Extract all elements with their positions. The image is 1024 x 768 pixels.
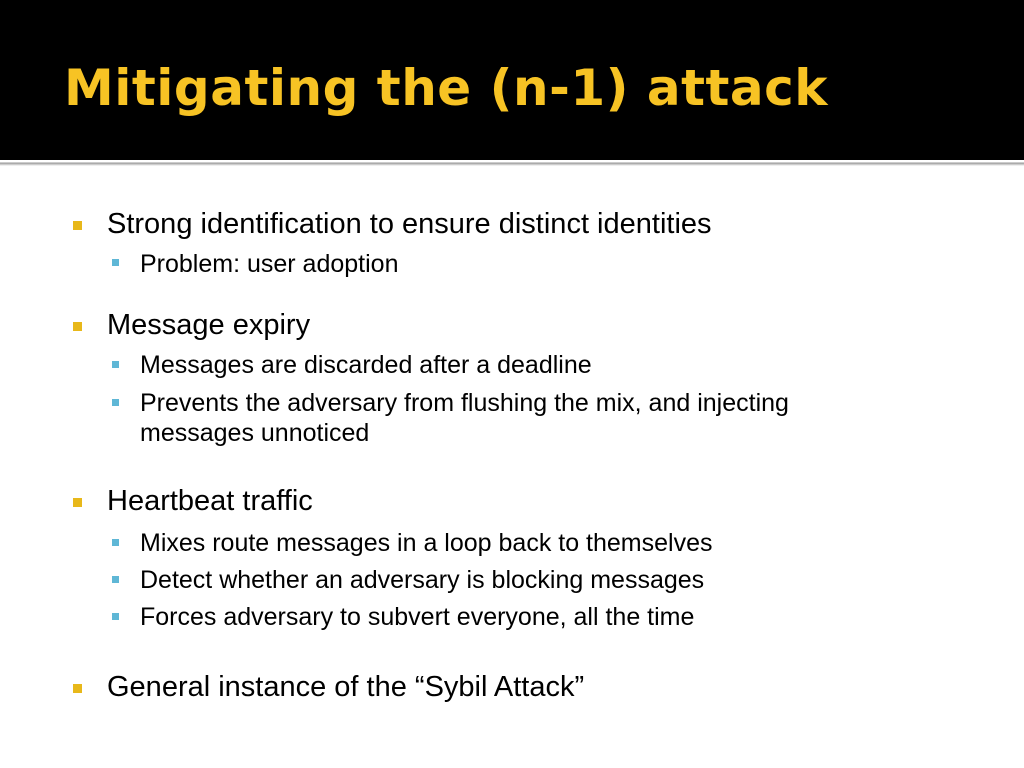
square-bullet-icon bbox=[112, 259, 119, 266]
bullet-item: General instance of the “Sybil Attack” bbox=[107, 671, 585, 703]
square-bullet-icon bbox=[112, 399, 119, 406]
square-bullet-icon bbox=[73, 684, 82, 693]
square-bullet-icon bbox=[112, 539, 119, 546]
square-bullet-icon bbox=[73, 498, 82, 507]
bullet-item: Message expiry bbox=[107, 309, 311, 341]
sub-bullet-item: Messages are discarded after a deadline bbox=[140, 351, 592, 379]
sub-bullet-item: Detect whether an adversary is blocking messages bbox=[140, 566, 705, 594]
title-band bbox=[0, 0, 1024, 160]
sub-bullet-item: Forces adversary to subvert everyone, all the time bbox=[140, 603, 695, 631]
square-bullet-icon bbox=[73, 322, 82, 331]
bullet-item: Heartbeat traffic bbox=[107, 485, 313, 517]
square-bullet-icon bbox=[112, 361, 119, 368]
sub-bullet-item: Mixes route messages in a loop back to themselves bbox=[140, 529, 713, 557]
sub-bullet-continuation: messages unnoticed bbox=[140, 419, 370, 447]
bullet-item: Strong identification to ensure distinct identities bbox=[107, 208, 712, 240]
square-bullet-icon bbox=[112, 576, 119, 583]
slide-title: Mitigating the (n-1) attack bbox=[64, 59, 829, 117]
content-area bbox=[0, 166, 1024, 768]
square-bullet-icon bbox=[112, 613, 119, 620]
sub-bullet-item: Prevents the adversary from flushing the mix, and injecting bbox=[140, 389, 789, 417]
square-bullet-icon bbox=[73, 221, 82, 230]
sub-bullet-item: Problem: user adoption bbox=[140, 250, 399, 278]
